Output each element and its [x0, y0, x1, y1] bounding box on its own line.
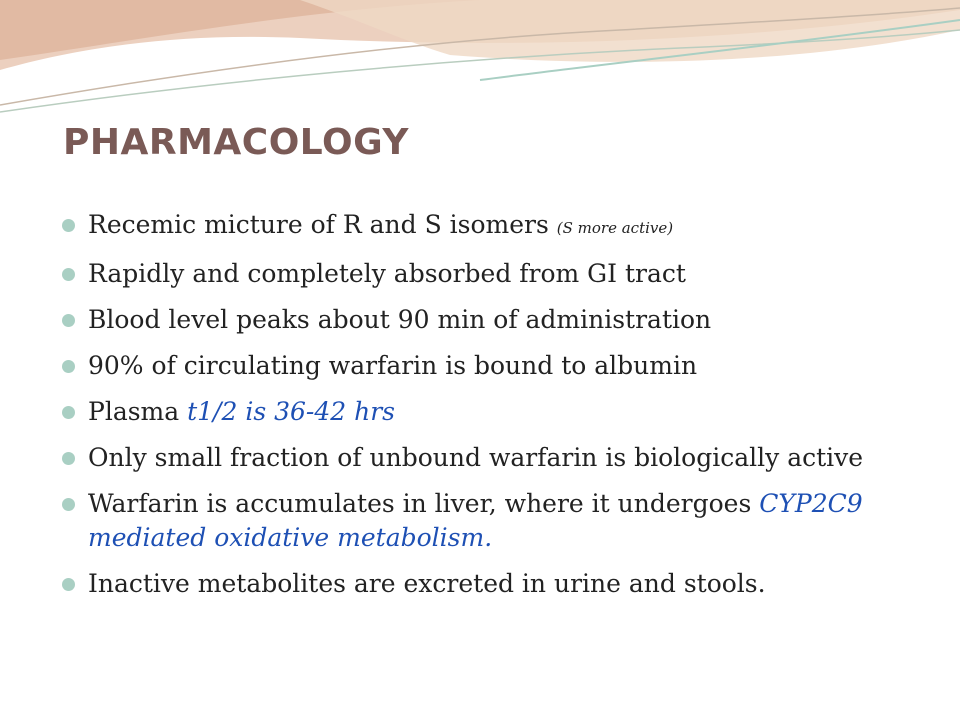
bullet-dot-icon — [62, 406, 75, 419]
slide-title: PHARMACOLOGY — [63, 122, 409, 163]
bullet-text: Only small fraction of unbound warfarin is biologically active — [88, 443, 864, 472]
bullet-highlight: t1/2 is 36-42 hrs — [187, 397, 396, 426]
bullet-item — [62, 567, 932, 601]
bullet-item — [62, 257, 932, 291]
bullet-item — [62, 349, 932, 383]
bullet-item — [62, 395, 932, 429]
bullet-item — [62, 487, 932, 555]
bullet-item — [62, 441, 932, 475]
bullet-note: (S more active) — [556, 219, 674, 237]
bullet-highlight: CYP2C9 mediated oxidative metabolism. — [88, 489, 863, 552]
bullet-dot-icon — [62, 578, 75, 591]
bullet-dot-icon — [62, 219, 75, 232]
bullet-text: Inactive metabolites are excreted in urine and stools. — [88, 569, 766, 598]
bullet-text: 90% of circulating warfarin is bound to albumin — [88, 351, 698, 380]
bullet-text: Plasma — [88, 397, 188, 426]
bullet-text: Rapidly and completely absorbed from GI tract — [88, 259, 686, 288]
bullet-item — [62, 303, 932, 337]
bullet-dot-icon — [62, 498, 75, 511]
bullet-item — [62, 208, 932, 245]
bullet-text: Warfarin is accumulates in liver, where it undergoes — [88, 489, 760, 518]
bullet-text: Blood level peaks about 90 min of administration — [88, 305, 712, 334]
bullet-list — [62, 208, 932, 613]
bullet-text: Recemic micture of R and S isomers — [88, 210, 557, 239]
bullet-dot-icon — [62, 314, 75, 327]
header-swoosh-decoration — [0, 0, 960, 140]
bullet-dot-icon — [62, 268, 75, 281]
bullet-dot-icon — [62, 452, 75, 465]
bullet-dot-icon — [62, 360, 75, 373]
